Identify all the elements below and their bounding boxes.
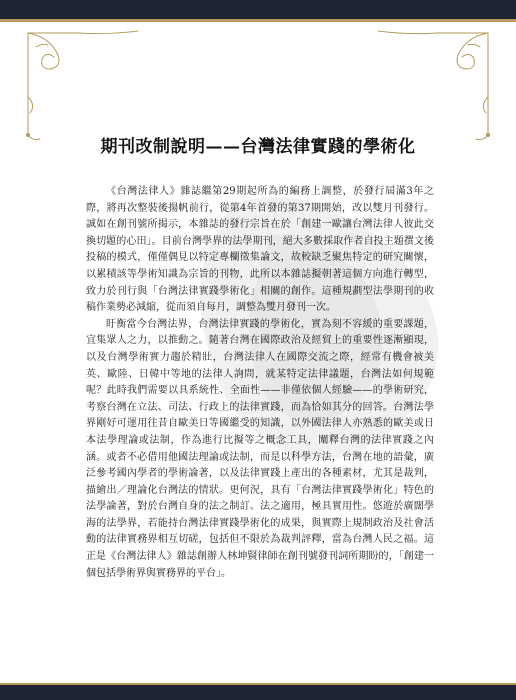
bottom-banner xyxy=(0,685,516,700)
top-gold-rule xyxy=(0,19,516,22)
page-title: 期刊改制說明——台灣法律實踐的學術化 xyxy=(100,137,416,157)
article-body xyxy=(86,184,434,582)
top-banner xyxy=(0,0,516,19)
paragraph: 盱衡當今台灣法界，台灣法律實踐的學術化，實為刻不容緩的重要課題，宜集眾人之力，以推動之。隨著台灣在國際政治及經貿上的重要性逐漸顯現，以及台灣學術實力趨於精壯，台灣法律人在國際交流之際，經常有機會被美英、歐陸、日韓中等地的法律人詢問，就某特定法律議題，台灣法如何規範呢？此時我們需要以具系統性、全面性——非僅依個人經驗——的學術研究，考察台灣在立法、司法、行政上的法律實踐，而為恰如其分的回答。台灣法學界剛好可運用往昔自歐美日等國繼受的知識，以外國法律人亦熟悉的歐美或日本法學理論或法制，作為進行比擬等之概念工具，闡釋台灣的法律實踐之內涵。或者不必借用他國法理論或法制，而是以科學方法，台灣在地的語彙，廣泛參考國內學者的學術論著，以及法律實踐上產出的各種素材，尤其是裁判，描繪出／理論化台灣法的情狀。更何況，具有「台灣法律實踐學術化」特色的法學論著，對於台灣自身的法之制訂、法之適用，極具實用性。悠遊於廣闊學海的法學界，若能持台灣法律實踐學術化的成果，與實際上規制政治及社會活動的法律實務界相互切磋，包括但不限於為裁判評釋，當為台灣人民之福。這正是《台灣法律人》雜誌創辦人林坤賢律師在創刊號發刊詞所期盼的，「創建一個包括學術界與實務界的平台」。 xyxy=(86,318,434,579)
paragraph: 《台灣法律人》雜誌繼第29期起所為的編務上調整，於發行屆滿3年之際，將再次整裝後揚帆前行，從第4年首發的第37期開始，改以雙月刊發行。誠如在創刊號所揭示，本雜誌的發行宗旨在於「創建一歐讓台灣法律人彼此交換切題的心田」。目前台灣學界的法學期刊，絕大多數採取作者自投主題撰文後投稿的模式，僅僅偶見以特定專欄徵集論文，故較缺乏聚焦特定的研究關懷，以累積該等學術知識為宗旨的刊物，此所以本雜誌擬朝著這個方向進行轉型，致力於刊行與「台灣法律實踐學術化」相關的創作。這種規劃型法學期刊的收稿作業勢必減縮，從而須自每月，調整為雙月發刊一次。 xyxy=(86,186,434,314)
corner-flourish-icon xyxy=(18,27,148,147)
corner-flourish-icon xyxy=(368,27,498,147)
